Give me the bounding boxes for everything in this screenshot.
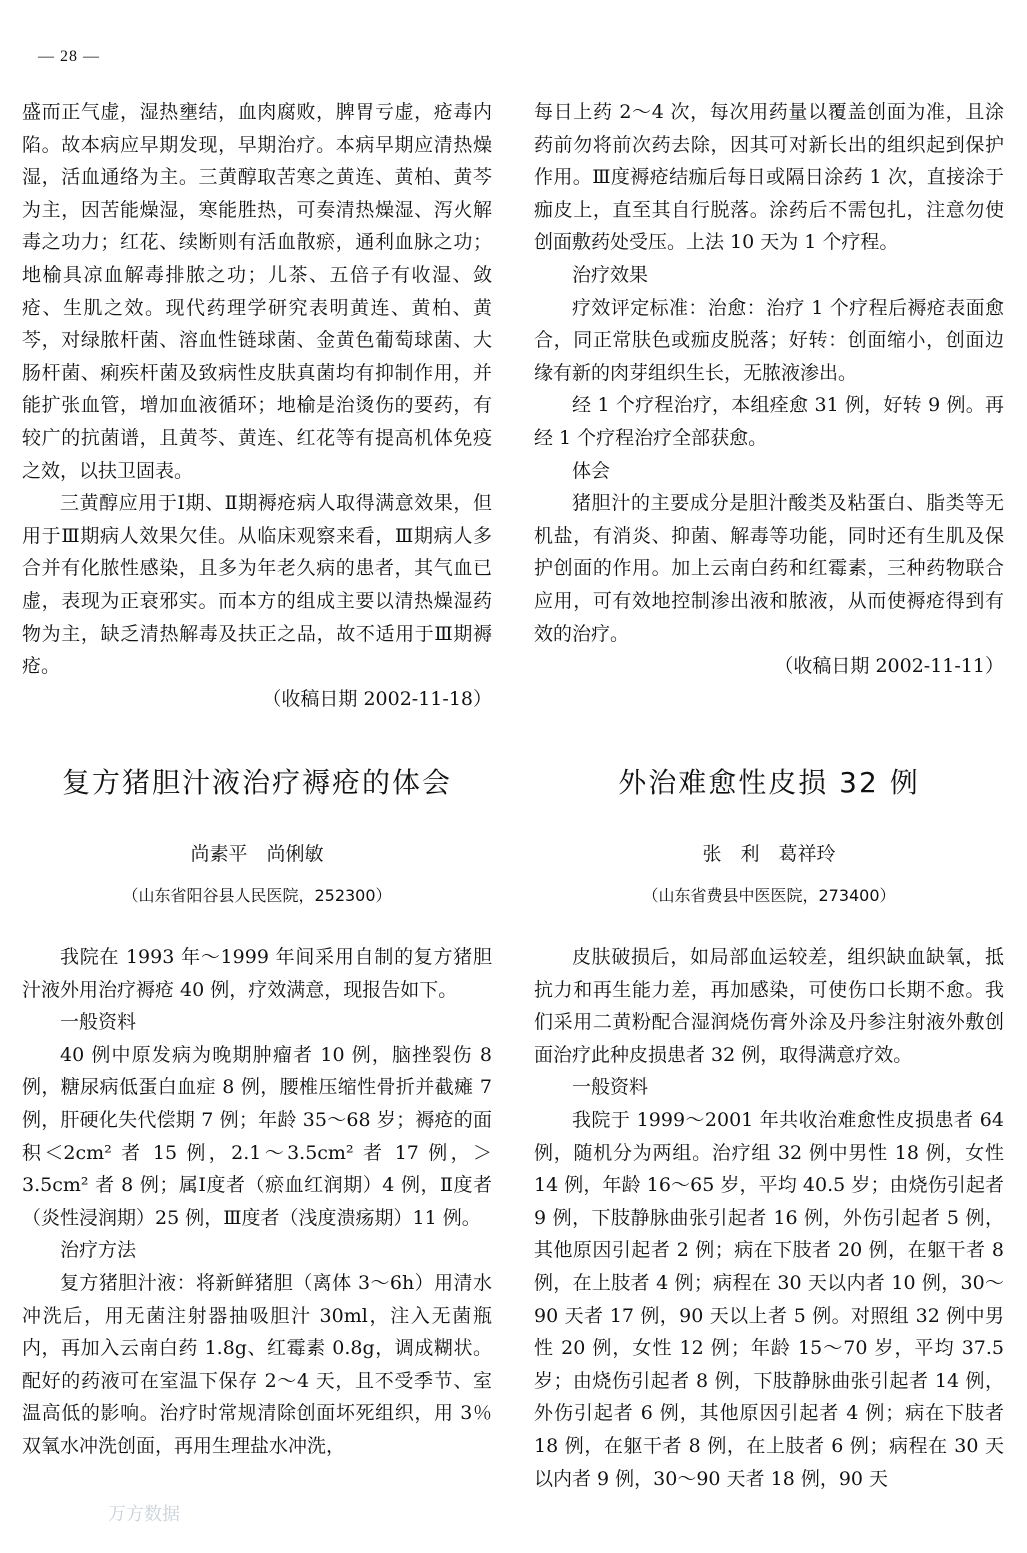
body-paragraph: 盛而正气虚，湿热壅结，血肉腐败，脾胃亏虚，疮毒内陷。故本病应早期发现，早期治疗。本病早期应清热燥湿，活血通络为主。三黄醇取苦寒之黄连、黄柏、黄芩为主，因苦能燥湿，寒能胜热，可奏清热燥湿、泻火解毒之功力；红花、续断则有活血散瘀，通利血脉之功；地榆具凉血解毒排脓之功；儿茶、五倍子有收湿、敛疮、生肌之效。现代药理学研究表明黄连、黄柏、黄芩，对绿脓杆菌、溶血性链球菌、金黄色葡萄球菌、大肠杆菌、痢疾杆菌及致病性皮肤真菌均有抑制作用，并能扩张血管，增加血液循环；地榆是治烫伤的要药，有较广的抗菌谱，且黄芩、黄连、红花等有提高机体免疫之效，以扶卫固表。 (22, 101, 492, 482)
article-affiliation: （山东省阳谷县人民医院，252300） (122, 886, 392, 905)
right-top-column (534, 96, 1004, 683)
body-paragraph: 疗效评定标准：治愈：治疗 1 个疗程后褥疮表面愈合，同正常肤色或痂皮脱落；好转：创面缩小，创面边缘有新的肉芽组织生长，无脓液渗出。 (534, 296, 1004, 384)
watermark: 万方数据 (108, 1504, 180, 1525)
received-date: （收稿日期 2002-11-11） (774, 655, 1004, 678)
body-paragraph: 40 例中原发病为晚期肿瘤者 10 例，脑挫裂伤 8 例，糖尿病低蛋白血症 8 例，腰椎压缩性骨折并截瘫 7 例，肝硬化失代偿期 7 例；年龄 35～68 岁；褥疮的面积＜2cm² 者 15 例，2.1～3.5cm² 者 17 例，＞3.5cm² 者 8 例；属Ⅰ度者（瘀血红润期）4 例，Ⅱ度者（炎性浸润期）25 例，Ⅲ度者（浅度溃疡期）11 例。 (22, 1043, 492, 1229)
body-paragraph: 我院于 1999～2001 年共收治难愈性皮损患者 64 例，随机分为两组。治疗组 32 例中男性 18 例，女性 14 例，年龄 16～65 岁，平均 40.5 岁；由烧伤引起者 9 例，下肢静脉曲张引起者 16 例，外伤引起者 5 例，其他原因引起者 2 例；病在下肢者 20 例，在躯干者 8 例，在上肢者 4 例；病程在 30 天以内者 10 例，30～90 天者 17 例，90 天以上者 5 例。对照组 32 例中男性 20 例，女性 12 例；年龄 15～70 岁，平均 37.5 岁；由烧伤引起者 8 例，下肢静脉曲张引起者 14 例，外伤引起者 6 例，其他原因引起者 4 例；病在下肢者 18 例，在躯干者 8 例，在上肢者 6 例；病程在 30 天以内者 9 例，30～90 天者 18 例，90 天 (534, 1108, 1004, 1490)
article-title: 复方猪胆汁液治疗褥疮的体会 (61, 766, 452, 799)
section-heading: 治疗方法 (60, 1239, 137, 1262)
section-heading: 一般资料 (572, 1076, 649, 1099)
right-bottom-column (534, 941, 1004, 1495)
body-paragraph: 复方猪胆汁液：将新鲜猪胆（离体 3～6h）用清水冲洗后，用无菌注射器抽吸胆汁 30ml，注入无菌瓶内，再加入云南白药 1.8g、红霉素 0.8g，调成糊状。配好的药液可在室温下保存 2～4 天，且不受季节、室温高低的影响。治疗时常规清除创面坏死组织，用 3％双氧水冲洗创面，再用生理盐水冲洗， (22, 1271, 492, 1457)
body-paragraph: 经 1 个疗程治疗，本组痊愈 31 例，好转 9 例。再经 1 个疗程治疗全部获愈。 (534, 394, 1004, 449)
section-heading: 一般资料 (60, 1011, 137, 1034)
body-paragraph: 三黄醇应用于Ⅰ期、Ⅱ期褥疮病人取得满意效果，但用于Ⅲ期病人效果欠佳。从临床观察来看，Ⅲ期病人多合并有化脓性感染，且多为年老久病的患者，其气血已虚，表现为正衰邪实。而本方的组成主要以清热燥湿药物为主，缺乏清热解毒及扶正之品，故不适用于Ⅲ期褥疮。 (22, 492, 492, 678)
body-paragraph: 皮肤破损后，如局部血运较差，组织缺血缺氧，抵抗力和再生能力差，再加感染，可使伤口长期不愈。我们采用二黄粉配合湿润烧伤膏外涂及丹参注射液外敷创面治疗此种皮损患者 32 例，取得满意疗效。 (534, 946, 1004, 1066)
received-date: （收稿日期 2002-11-18） (262, 687, 492, 710)
article-authors: 张 利 葛祥玲 (702, 843, 836, 865)
article-affiliation: （山东省费县中医医院，273400） (642, 886, 896, 905)
body-paragraph: 每日上药 2～4 次，每次用药量以覆盖创面为准，且涂药前勿将前次药去除，因其可对新长出的组织起到保护作用。Ⅲ度褥疮结痂后每日或隔日涂药 1 次，直接涂于痂皮上，直至其自行脱落。涂药后不需包扎，注意勿使创面敷药处受压。上法 10 天为 1 个疗程。 (534, 101, 1004, 254)
article-title: 外治难愈性皮损 32 例 (618, 766, 920, 799)
page-number: — 28 — (38, 48, 100, 65)
left-top-column (22, 96, 492, 715)
article-authors: 尚素平 尚俐敏 (190, 843, 324, 865)
left-bottom-column (22, 941, 492, 1463)
section-heading: 治疗效果 (572, 263, 649, 286)
body-paragraph: 我院在 1993 年～1999 年间采用自制的复方猪胆汁液外用治疗褥疮 40 例，疗效满意，现报告如下。 (22, 946, 492, 1001)
body-paragraph: 猪胆汁的主要成分是胆汁酸类及粘蛋白、脂类等无机盐，有消炎、抑菌、解毒等功能，同时还有生肌及保护创面的作用。加上云南白药和红霉素，三种药物联合应用，可有效地控制渗出液和脓液，从而使褥疮得到有效的治疗。 (534, 492, 1004, 645)
section-heading: 体会 (572, 459, 611, 482)
